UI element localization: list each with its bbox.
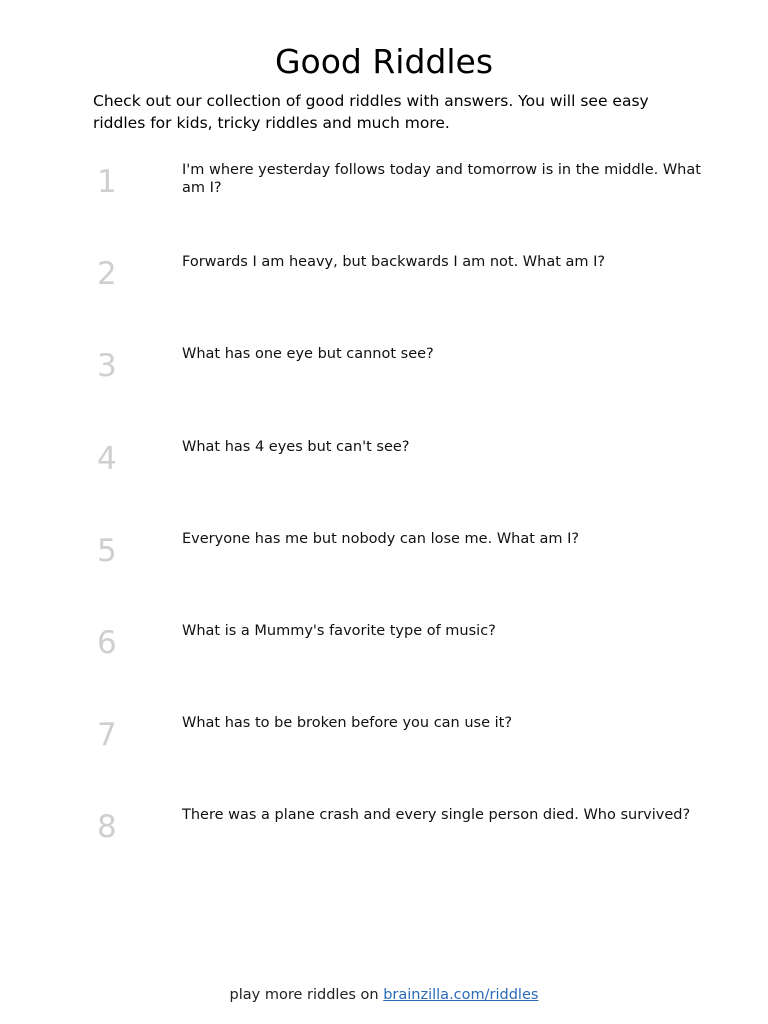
riddles-link[interactable]: brainzilla.com/riddles (383, 987, 539, 1003)
riddle-question: I'm where yesterday follows today and tomorrow is in the middle. What am I? (182, 162, 701, 196)
riddle-item (0, 252, 768, 344)
riddle-number: 8 (97, 809, 117, 846)
riddle-list (0, 160, 768, 898)
footer (0, 985, 768, 1005)
riddle-question: Everyone has me but nobody can lose me. What am I? (182, 530, 580, 547)
riddle-question: What has to be broken before you can use it? (182, 715, 513, 732)
riddle-item (0, 160, 768, 252)
riddle-number: 3 (97, 348, 117, 385)
intro-text: Check out our collection of good riddles with answers. You will see easy riddles for kids, tricky riddles and much more. (93, 92, 649, 132)
riddle-item (0, 713, 768, 805)
footer-prefix: play more riddles on (229, 987, 379, 1003)
riddle-number: 1 (97, 164, 117, 200)
riddle-number: 2 (97, 256, 117, 293)
riddle-number: 6 (97, 624, 117, 661)
riddle-number: 5 (97, 532, 117, 569)
riddle-item (0, 437, 768, 529)
riddle-question: There was a plane crash and every single person died. Who survived? (182, 807, 691, 824)
riddle-question: What has one eye but cannot see? (182, 346, 434, 363)
riddle-item (0, 621, 768, 713)
riddle-item (0, 344, 768, 436)
riddle-item (0, 805, 768, 897)
riddle-number: 7 (97, 717, 117, 754)
riddle-question: What is a Mummy's favorite type of music? (182, 622, 496, 639)
riddle-number: 4 (97, 440, 117, 477)
page-title: Good Riddles (274, 42, 494, 81)
riddle-item (0, 529, 768, 621)
riddle-question: What has 4 eyes but can't see? (182, 438, 410, 455)
riddle-question: Forwards I am heavy, but backwards I am not. What am I? (182, 254, 606, 271)
